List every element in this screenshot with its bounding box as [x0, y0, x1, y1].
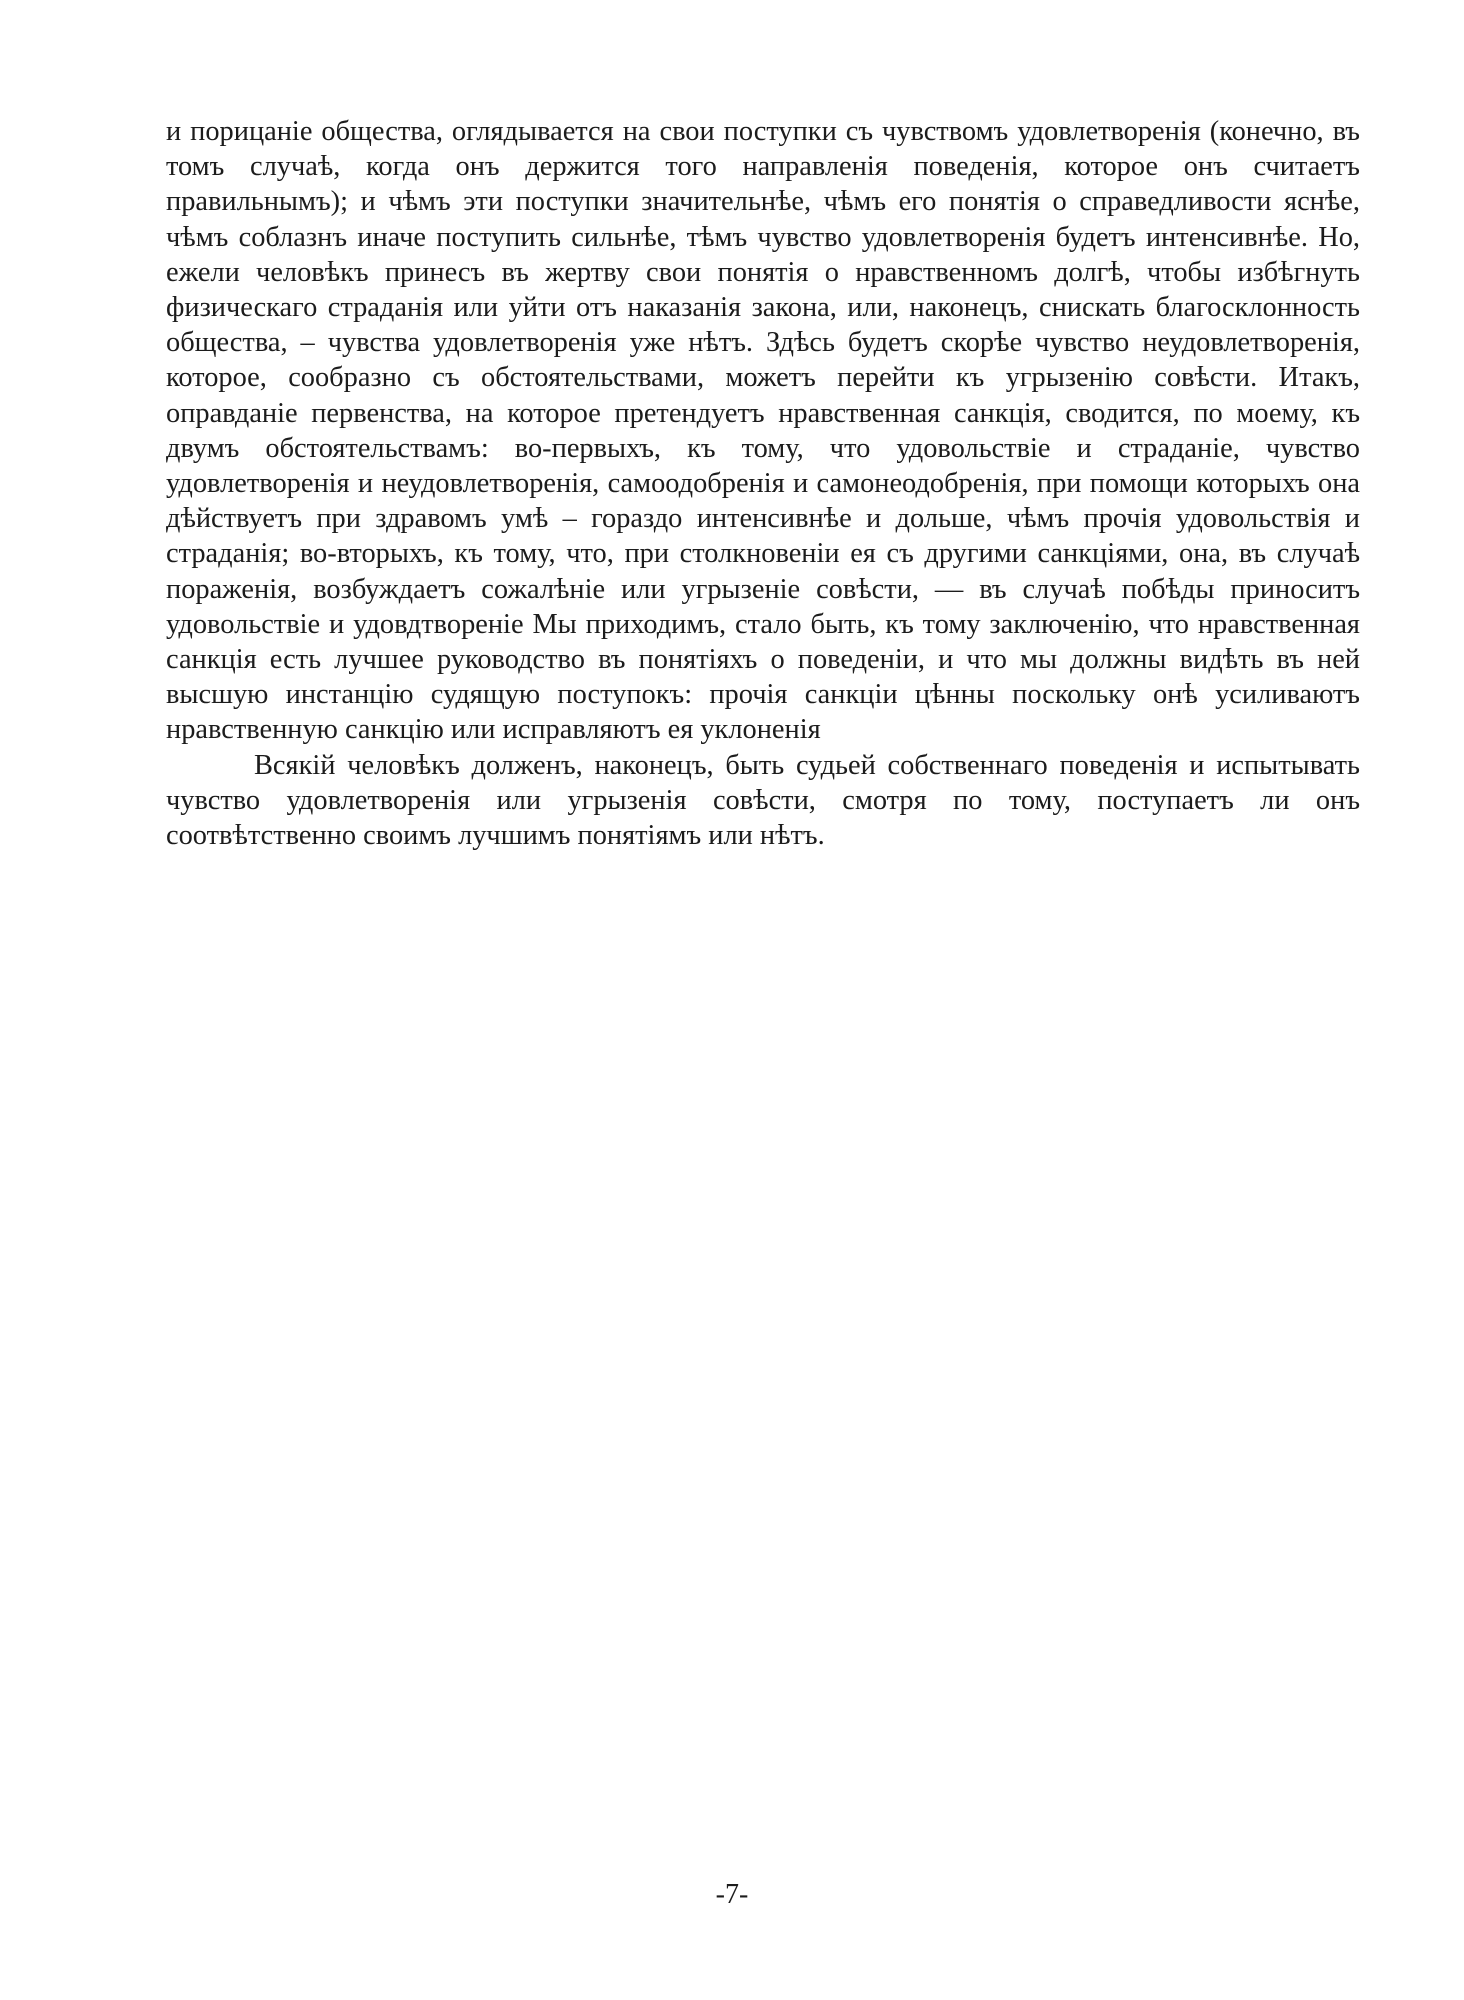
paragraph-1: и порицаніе общества, оглядывается на свои поступки съ чувствомъ удовлетворенія (конечно, въ томъ случаѣ, когда онъ держится того направленія поведенія, которое онъ считаетъ правильнымъ); и чѣмъ эти поступки значительнѣе, чѣмъ его понятія о справедливости яснѣе, чѣмъ соблазнъ иначе поступить сильнѣе, тѣмъ чувство удовлетворенія будетъ интенсивнѣе. Но, ежели человѣкъ принесъ въ жертву свои понятія о нравственномъ долгѣ, чтобы избѣгнуть физическаго страданія или уйти отъ наказанія закона, или, наконецъ, снискать благосклонность общества, – чувства удовлетворенія уже нѣтъ. Здѣсь будетъ скорѣе чувство неудовлетворенія, которое, сообразно съ обстоятельствами, можетъ перейти къ угрызенію совѣсти. Итакъ, оправданіе первенства, на которое претендуетъ нравственная санкція, сводится, по моему, къ двумъ обстоятельствамъ: во-первыхъ, къ тому, что удовольствіе и страданіе, чувство удовлетворенія и неудовлетворенія, самоодобренія и самонеодобренія, при помощи которыхъ она дѣйствуетъ при здравомъ умѣ – гораздо интенсивнѣе и дольше, чѣмъ прочія удовольствія и страданія; во-вторыхъ, къ тому, что, при столкновеніи ея съ другими санкціями, она, въ случаѣ пораженія, возбуждаетъ сожалѣніе или угрызеніе совѣсти, — въ случаѣ побѣды приноситъ удовольствіе и удовдтвореніе Мы приходимъ, стало быть, къ тому заключенію, что нравственная санкція есть лучшее руководство въ понятіяхъ о поведеніи, и что мы должны видѣть въ ней высшую инстанцію судящую поступокъ: прочія санкціи цѣнны поскольку онѣ усиливаютъ нравственную санкцію или исправляютъ ея уклоненія: [166, 116, 1360, 746]
paragraph-2: Всякій человѣкъ долженъ, наконецъ, быть судьей собственнаго поведенія и испытывать чувство удовлетворенія или угрызенія совѣсти, смотря по тому, поступаетъ ли онъ соотвѣтственно своимъ лучшимъ понятіямъ или нѣтъ.: [166, 749, 1360, 852]
page-number: -7-: [715, 1879, 749, 1910]
body-text: [166, 114, 1360, 853]
